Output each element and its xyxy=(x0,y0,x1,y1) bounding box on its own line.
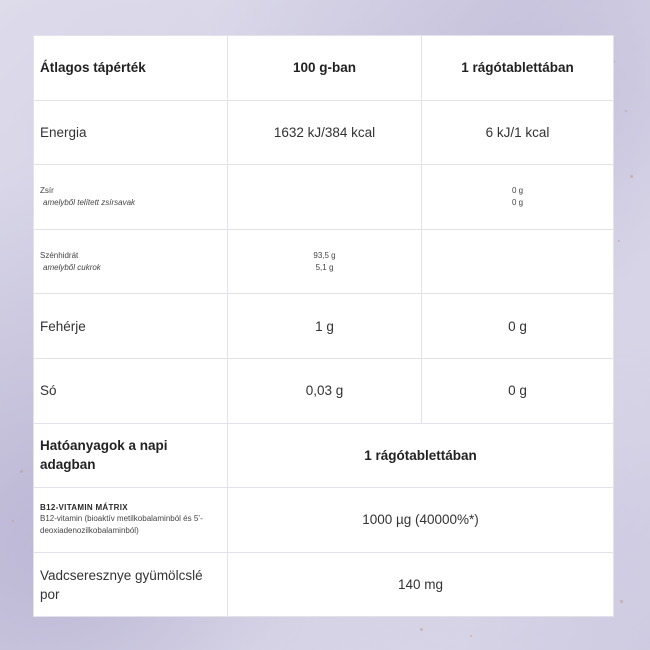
table-row-energia xyxy=(34,100,614,165)
active-header-label: Hatóanyagok a napi adagban xyxy=(34,423,228,488)
table-row-feherje xyxy=(34,294,614,359)
row-label-cell xyxy=(34,165,228,230)
row-value-tablet-cell xyxy=(422,165,614,230)
header-col1: Átlagos tápérték xyxy=(34,36,228,101)
b12-title: B12-VITAMIN MÁTRIX xyxy=(40,503,128,513)
row-label: Energia xyxy=(34,100,228,165)
table-row-szenhidrat xyxy=(34,229,614,294)
fruit-label: Vadcseresznye gyümölcslé por xyxy=(34,552,228,617)
row-value-tablet-cell xyxy=(422,229,614,294)
row-value-100g-cell xyxy=(228,229,422,294)
active-header-row xyxy=(34,423,614,488)
row-label: Fehérje xyxy=(34,294,228,359)
b12-value: 1000 µg (40000%*) xyxy=(228,488,614,553)
row-subvalue-tablet: 0 g xyxy=(511,197,524,207)
row-label: Zsír xyxy=(40,185,54,195)
active-header-value: 1 rágótablettában xyxy=(228,423,614,488)
table-row-fruit xyxy=(34,552,614,617)
row-value-100g: 93,5 g xyxy=(313,250,336,260)
row-value-tablet: 0 g xyxy=(511,185,524,195)
row-value-100g: 1632 kJ/384 kcal xyxy=(228,100,422,165)
row-value-100g-cell xyxy=(228,165,422,230)
row-label-cell xyxy=(34,229,228,294)
row-subvalue-100g: 5,1 g xyxy=(315,262,334,272)
fruit-value: 140 mg xyxy=(228,552,614,617)
row-label: Só xyxy=(34,358,228,423)
row-value-tablet: 0 g xyxy=(422,358,614,423)
row-sublabel: amelyből cukrok xyxy=(43,262,101,272)
row-value-tablet: 0 g xyxy=(422,294,614,359)
header-col2: 100 g-ban xyxy=(228,36,422,101)
table-row-b12 xyxy=(34,488,614,553)
row-value-tablet: 6 kJ/1 kcal xyxy=(422,100,614,165)
b12-description: B12-vitamin (bioaktív metilkobalaminból és 5’-deoxiadenozilkobalaminból) xyxy=(40,514,203,536)
b12-label-cell xyxy=(34,488,228,553)
row-value-100g: 0,03 g xyxy=(228,358,422,423)
row-label: Szénhidrát xyxy=(40,250,79,260)
table-header-row xyxy=(34,36,614,101)
header-col3: 1 rágótablettában xyxy=(422,36,614,101)
row-value-100g: 1 g xyxy=(228,294,422,359)
table-row-zsir xyxy=(34,165,614,230)
nutrition-table xyxy=(33,35,614,617)
table-row-so xyxy=(34,358,614,423)
row-sublabel: amelyből telített zsírsavak xyxy=(43,197,136,207)
